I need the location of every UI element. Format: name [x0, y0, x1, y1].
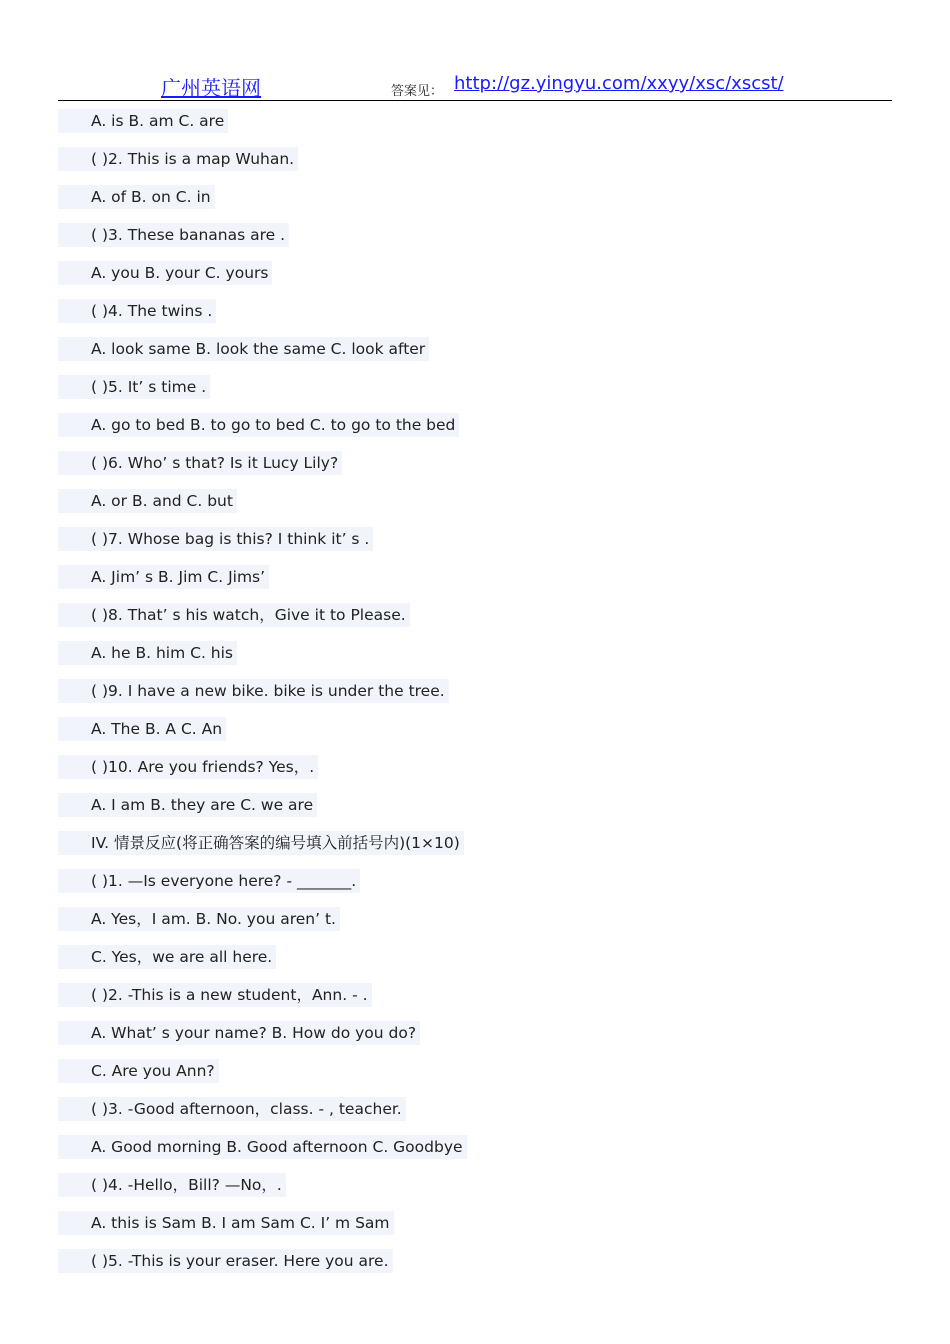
line-text: ( )7. Whose bag is this? I think it’ s . [58, 527, 373, 551]
text-line [58, 983, 898, 1021]
text-line [58, 1211, 898, 1249]
text-line [58, 869, 898, 907]
line-text: ( )5. It’ s time . [58, 375, 210, 399]
text-line [58, 755, 898, 793]
text-line [58, 489, 898, 527]
text-line [58, 1097, 898, 1135]
line-text: A. Yes，I am. B. No. you aren’ t. [58, 907, 340, 931]
line-text: A. I am B. they are C. we are [58, 793, 317, 817]
line-text: A. is B. am C. are [58, 109, 228, 133]
text-line [58, 1135, 898, 1173]
section-heading [58, 831, 898, 869]
line-text: A. The B. A C. An [58, 717, 226, 741]
page-header [58, 70, 892, 101]
text-line [58, 793, 898, 831]
line-text: A. or B. and C. but [58, 489, 237, 513]
line-text: ( )10. Are you friends? Yes，. [58, 755, 318, 779]
line-text: A. look same B. look the same C. look after [58, 337, 429, 361]
text-line [58, 299, 898, 337]
line-text: ( )8. That’ s his watch，Give it to Please. [58, 603, 410, 627]
text-line [58, 375, 898, 413]
line-text: A. Good morning B. Good afternoon C. Goodbye [58, 1135, 467, 1159]
text-line [58, 1249, 898, 1287]
text-line [58, 527, 898, 565]
text-line [58, 261, 898, 299]
text-line [58, 1059, 898, 1097]
text-line [58, 223, 898, 261]
line-text: ( )5. -This is your eraser. Here you are. [58, 1249, 393, 1273]
text-line [58, 679, 898, 717]
line-text: ( )1. —Is everyone here? - _______. [58, 869, 360, 893]
site-name-link[interactable]: 广州英语网 [161, 76, 261, 100]
answer-url-link[interactable]: http://gz.yingyu.com/xxyy/xsc/xscst/ [454, 73, 784, 94]
text-line [58, 109, 898, 147]
line-text: A. he B. him C. his [58, 641, 237, 665]
text-line [58, 641, 898, 679]
question-list [58, 109, 898, 1287]
line-text: IV. 情景反应(将正确答案的编号填入前括号内)(1×10) [58, 831, 464, 855]
line-text: ( )3. These bananas are . [58, 223, 289, 247]
line-text: ( )4. The twins . [58, 299, 216, 323]
line-text: ( )6. Who’ s that? Is it Lucy Lily? [58, 451, 342, 475]
line-text: A. What’ s your name? B. How do you do? [58, 1021, 420, 1045]
text-line [58, 1173, 898, 1211]
line-text: A. Jim’ s B. Jim C. Jims’ [58, 565, 269, 589]
line-text: ( )4. -Hello，Bill? —No，. [58, 1173, 286, 1197]
text-line [58, 337, 898, 375]
line-text: ( )3. -Good afternoon，class. - , teacher. [58, 1097, 406, 1121]
line-text: C. Are you Ann? [58, 1059, 219, 1083]
line-text: ( )2. -This is a new student，Ann. - . [58, 983, 372, 1007]
text-line [58, 413, 898, 451]
text-line [58, 565, 898, 603]
line-text: A. this is Sam B. I am Sam C. I’ m Sam [58, 1211, 394, 1235]
line-text: A. of B. on C. in [58, 185, 215, 209]
text-line [58, 451, 898, 489]
line-text: C. Yes，we are all here. [58, 945, 276, 969]
line-text: ( )2. This is a map Wuhan. [58, 147, 298, 171]
text-line [58, 603, 898, 641]
line-text: A. you B. your C. yours [58, 261, 272, 285]
text-line [58, 907, 898, 945]
line-text: ( )9. I have a new bike. bike is under the tree. [58, 679, 449, 703]
answer-label: 答案见： [391, 84, 444, 99]
line-text: A. go to bed B. to go to bed C. to go to the bed [58, 413, 459, 437]
text-line [58, 717, 898, 755]
text-line [58, 147, 898, 185]
text-line [58, 185, 898, 223]
text-line [58, 1021, 898, 1059]
text-line [58, 945, 898, 983]
